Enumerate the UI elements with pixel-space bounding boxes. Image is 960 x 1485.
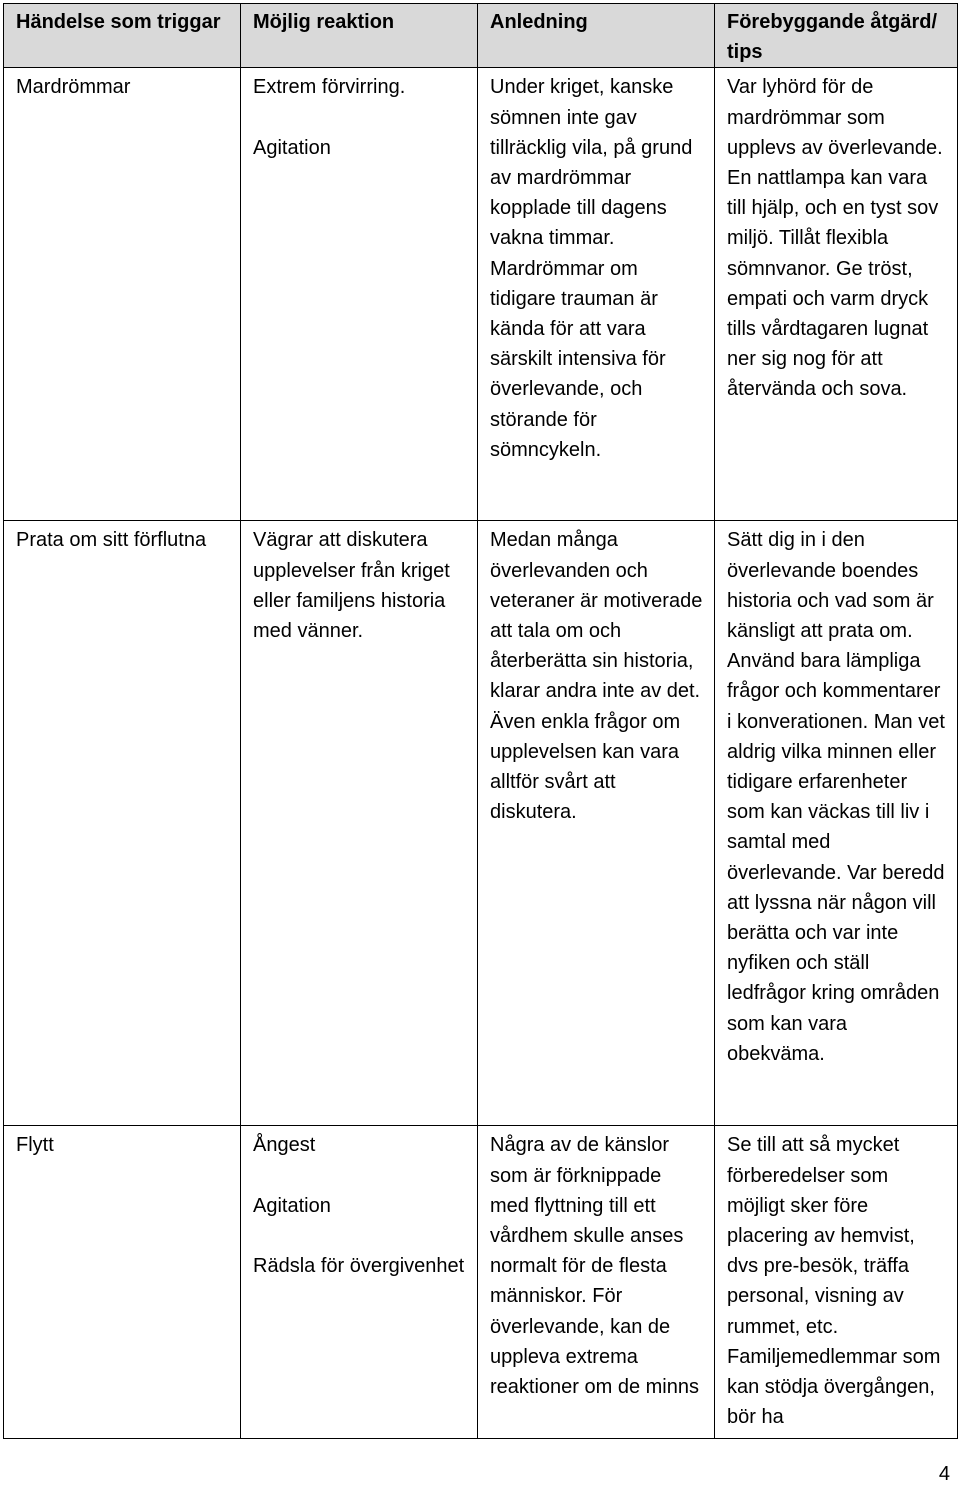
header-tips: Förebyggande åtgärd/ tips <box>715 4 958 68</box>
page-number: 4 <box>938 1463 950 1485</box>
tips-cell: Sätt dig in i den överlevande boendes historia och vad som är känsligt att prata om. Använd bara lämpliga frågor och kommentarer i konverationen. Man vet aldrig vilka minnen eller tidigare erfarenheter som kan väckas till liv i samtal med överlevande. Var beredd att lyssna när någon vill berätta och var inte nyfiken och ställ ledfrågor kring områden som kan vara obekväma. <box>715 521 958 1126</box>
reaction-item: Ångest <box>253 1134 316 1157</box>
trigger-cell: Prata om sitt förflutna <box>4 521 241 1126</box>
table-row <box>4 521 958 1126</box>
reaction-item: Agitation <box>253 1194 331 1217</box>
table-row <box>4 68 958 521</box>
trigger-cell: Flytt <box>4 1126 241 1439</box>
table-header-row <box>4 4 958 68</box>
reaction-cell <box>241 1126 478 1439</box>
tips-cell: Se till att så mycket förberedelser som möjligt sker före placering av hemvist, dvs pre-besök, träffa personal, visning av rummet, etc. Familjemedlemmar som kan stödja övergången, bör ha <box>715 1126 958 1439</box>
header-reason: Anledning <box>478 4 715 68</box>
reaction-item: Agitation <box>253 136 331 159</box>
table-row <box>4 1126 958 1439</box>
reaction-cell <box>241 68 478 521</box>
trigger-cell: Mardrömmar <box>4 68 241 521</box>
reaction-item: Vägrar att diskutera upplevelser från kriget eller familjens historia med vänner. <box>253 529 450 643</box>
reaction-table <box>3 3 958 1439</box>
reaction-item: Rädsla för övergivenhet <box>253 1254 465 1277</box>
reason-cell: Medan många överlevanden och veteraner är motiverade att tala om och återberätta sin historia, klarar andra inte av det. Även enkla frågor om upplevelsen kan vara alltför svårt att diskutera. <box>478 521 715 1126</box>
header-reaction: Möjlig reaktion <box>241 4 478 68</box>
header-trigger: Händelse som triggar <box>4 4 241 68</box>
reaction-item: Extrem förvirring. <box>253 76 406 99</box>
tips-cell: Var lyhörd för de mardrömmar som upplevs av överlevande. En nattlampa kan vara till hjälp, och en tyst sov miljö. Tillåt flexibla sömnvanor. Ge tröst, empati och varm dryck tills vårdtagaren lugnat ner sig nog för att återvända och sova. <box>715 68 958 521</box>
reaction-cell <box>241 521 478 1126</box>
reason-cell: Under kriget, kanske sömnen inte gav tillräcklig vila, på grund av mardrömmar kopplade till dagens vakna timmar. Mardrömmar om tidigare trauman är kända för att vara särskilt intensiva för överlevande, och störande för sömncykeln. <box>478 68 715 521</box>
reason-cell: Några av de känslor som är förknippade med flyttning till ett vårdhem skulle anses normalt för de flesta människor. För överlevande, kan de uppleva extrema reaktioner om de minns <box>478 1126 715 1439</box>
